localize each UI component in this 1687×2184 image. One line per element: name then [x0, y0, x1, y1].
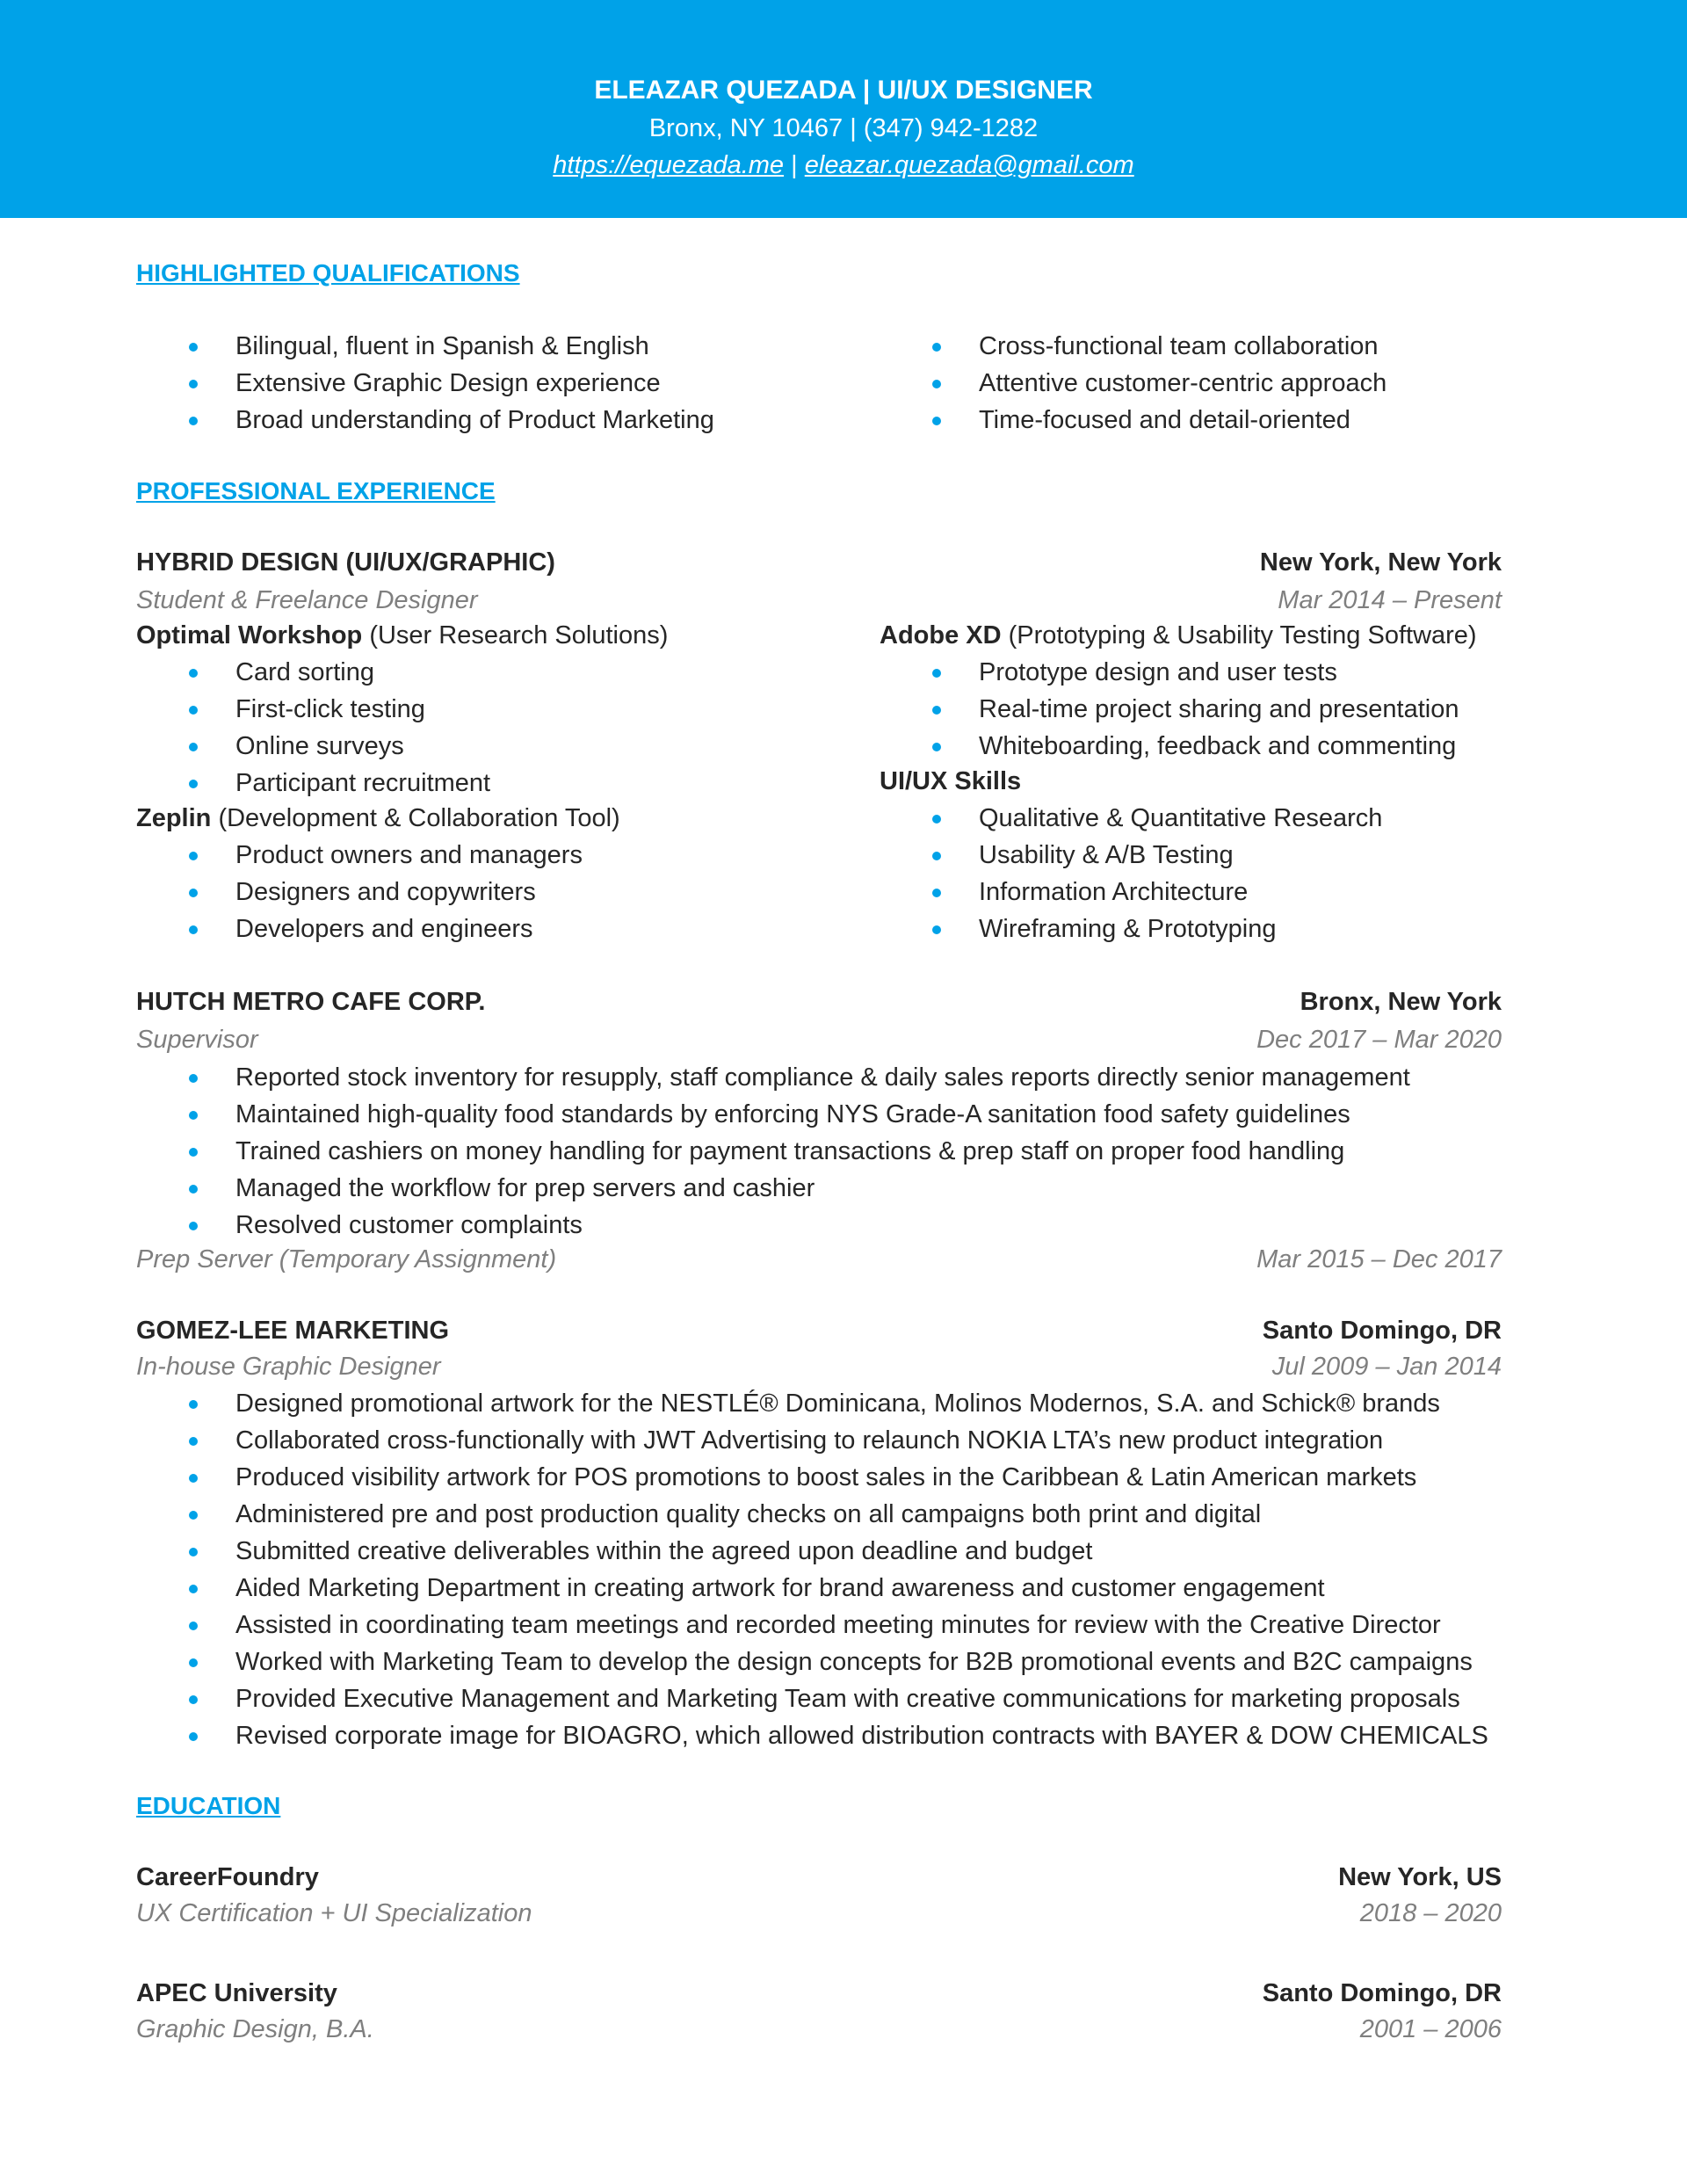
list-item: Bilingual, fluent in Spanish & English	[136, 328, 714, 365]
list-item: Managed the workflow for prep servers and cashier	[136, 1170, 1410, 1207]
company-location: Bronx, New York	[1300, 988, 1502, 1016]
school-name: CareerFoundry	[136, 1863, 319, 1891]
tool-description: (User Research Solutions)	[362, 621, 669, 649]
list-item: Whiteboarding, feedback and commenting	[880, 728, 1459, 765]
list-item: Resolved customer complaints	[136, 1207, 1410, 1244]
list-item: Extensive Graphic Design experience	[136, 365, 714, 402]
list-item: Wireframing & Prototyping	[880, 911, 1382, 947]
school-location: New York, US	[1338, 1863, 1502, 1891]
list-item: Worked with Marketing Team to develop the design concepts for B2B promotional events and B2C campaigns	[136, 1643, 1488, 1680]
list-item: Real-time project sharing and presentation	[880, 691, 1459, 728]
hybrid-role-row	[136, 583, 1502, 618]
zeplin-label	[136, 801, 620, 836]
list-item: Revised corporate image for BIOAGRO, which allowed distribution contracts with BAYER & DOW CHEMICALS	[136, 1717, 1488, 1754]
email-link[interactable]: eleazar.quezada@gmail.com	[804, 151, 1134, 179]
list-item: Broad understanding of Product Marketing	[136, 402, 714, 439]
list-item: Provided Executive Management and Marketing Team with creative communications for marketing proposals	[136, 1680, 1488, 1717]
list-item: Time-focused and detail-oriented	[880, 402, 1387, 439]
adobe-xd-list	[880, 654, 1459, 765]
list-item: Designed promotional artwork for the NESTLÉ® Dominicana, Molinos Modernos, S.A. and Schick® brands	[136, 1385, 1488, 1422]
job-role: In-house Graphic Designer	[136, 1353, 441, 1381]
job-role: Supervisor	[136, 1026, 258, 1054]
experience-heading: PROFESSIONAL EXPERIENCE	[136, 477, 496, 504]
skills-name: UI/UX Skills	[880, 767, 1022, 795]
uiux-skills-label	[880, 764, 1021, 799]
job-dates: Jul 2009 – Jan 2014	[1271, 1353, 1502, 1381]
list-item: Developers and engineers	[136, 911, 583, 947]
list-item: Information Architecture	[880, 874, 1382, 911]
hutch-role2-row	[136, 1242, 1502, 1277]
list-item: Product owners and managers	[136, 837, 583, 874]
education-row-1	[136, 1860, 1502, 1895]
list-item: Qualitative & Quantitative Research	[880, 800, 1382, 837]
optimal-workshop-label	[136, 618, 668, 653]
company-location: Santo Domingo, DR	[1262, 1317, 1502, 1345]
hutch-company-row	[136, 984, 1502, 1019]
tool-description: (Prototyping & Usability Testing Software)	[1001, 621, 1477, 649]
list-item: Prototype design and user tests	[880, 654, 1459, 691]
list-item: Collaborated cross-functionally with JWT Advertising to relaunch NOKIA LTA’s new product integration	[136, 1422, 1488, 1459]
education-detail-row-2	[136, 2012, 1502, 2047]
education-heading: EDUCATION	[136, 1792, 281, 1819]
list-item: Designers and copywriters	[136, 874, 583, 911]
list-item: Cross-functional team collaboration	[880, 328, 1387, 365]
zeplin-list	[136, 837, 583, 947]
adobe-xd-label	[880, 618, 1477, 653]
job-dates: Dec 2017 – Mar 2020	[1256, 1026, 1502, 1054]
list-item: Usability & A/B Testing	[880, 837, 1382, 874]
list-item: Administered pre and post production quality checks on all campaigns both print and digital	[136, 1496, 1488, 1533]
list-item: Assisted in coordinating team meetings and recorded meeting minutes for review with the Creative Director	[136, 1607, 1488, 1643]
hybrid-company-row	[136, 545, 1502, 580]
list-item: Maintained high-quality food standards by enforcing NYS Grade-A sanitation food safety guidelines	[136, 1096, 1410, 1133]
hutch-duties-list	[136, 1059, 1410, 1244]
uiux-skills-list	[880, 800, 1382, 947]
list-item: Trained cashiers on money handling for payment transactions & prep staff on proper food handling	[136, 1133, 1410, 1170]
qualifications-left-list	[136, 328, 714, 439]
list-item: Produced visibility artwork for POS promotions to boost sales in the Caribbean & Latin American markets	[136, 1459, 1488, 1496]
tool-name: Optimal Workshop	[136, 621, 363, 649]
education-row-2	[136, 1976, 1502, 2011]
tool-description: (Development & Collaboration Tool)	[211, 804, 620, 832]
education-dates: 2001 – 2006	[1359, 2015, 1502, 2043]
degree: Graphic Design, B.A.	[136, 2015, 374, 2043]
gomez-duties-list	[136, 1385, 1488, 1754]
job-dates: Mar 2015 – Dec 2017	[1256, 1245, 1502, 1273]
company-location: New York, New York	[1259, 548, 1502, 577]
address-phone: Bronx, NY 10467 | (347) 942-1282	[648, 114, 1039, 142]
optimal-workshop-list	[136, 654, 490, 802]
degree: UX Certification + UI Specialization	[136, 1899, 532, 1927]
resume-header	[0, 0, 1687, 218]
job-role: Student & Freelance Designer	[136, 586, 478, 614]
list-item: Participant recruitment	[136, 765, 490, 802]
list-item: Online surveys	[136, 728, 490, 765]
tool-name: Zeplin	[136, 804, 212, 832]
qualifications-heading: HIGHLIGHTED QUALIFICATIONS	[136, 259, 520, 287]
contact-links	[0, 148, 1687, 183]
job-role: Prep Server (Temporary Assignment)	[136, 1245, 557, 1273]
list-item: Attentive customer-centric approach	[880, 365, 1387, 402]
name-title: ELEAZAR QUEZADA | UI/UX DESIGNER	[594, 76, 1093, 105]
school-location: Santo Domingo, DR	[1262, 1979, 1502, 2007]
education-dates: 2018 – 2020	[1359, 1899, 1502, 1927]
qualifications-right-list	[880, 328, 1387, 439]
gomez-company-row	[136, 1313, 1502, 1348]
education-detail-row-1	[136, 1896, 1502, 1931]
company-name: HUTCH METRO CAFE CORP.	[136, 988, 486, 1016]
link-separator: |	[791, 151, 798, 179]
list-item: First-click testing	[136, 691, 490, 728]
gomez-role-row	[136, 1349, 1502, 1384]
tool-name: Adobe XD	[880, 621, 1002, 649]
hutch-role-row	[136, 1022, 1502, 1057]
list-item: Aided Marketing Department in creating artwork for brand awareness and customer engagement	[136, 1570, 1488, 1607]
website-link[interactable]: https://equezada.me	[553, 151, 785, 179]
list-item: Submitted creative deliverables within the agreed upon deadline and budget	[136, 1533, 1488, 1570]
school-name: APEC University	[136, 1979, 337, 2007]
job-dates: Mar 2014 – Present	[1278, 586, 1502, 614]
company-name: HYBRID DESIGN (UI/UX/GRAPHIC)	[136, 548, 555, 577]
list-item: Card sorting	[136, 654, 490, 691]
company-name: GOMEZ-LEE MARKETING	[136, 1317, 450, 1345]
list-item: Reported stock inventory for resupply, staff compliance & daily sales reports directly senior management	[136, 1059, 1410, 1096]
